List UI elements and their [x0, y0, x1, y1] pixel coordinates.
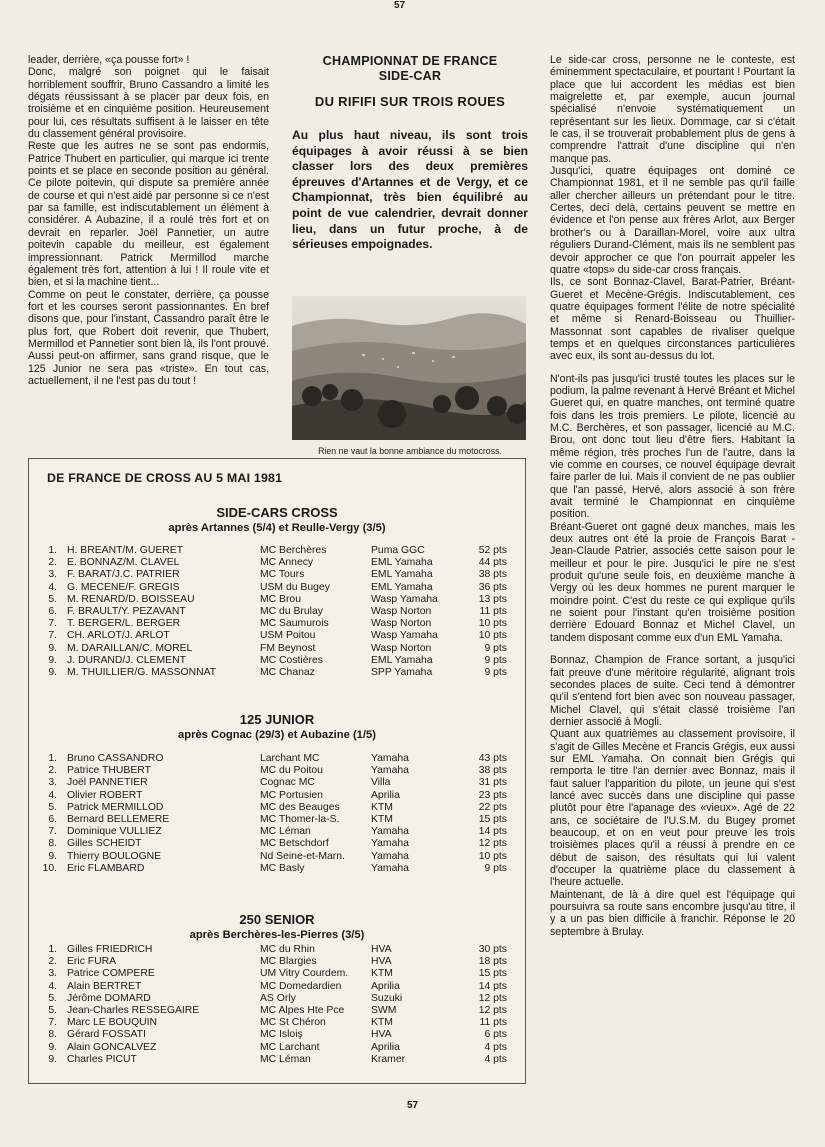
section-header-sidecar	[29, 505, 525, 535]
position-cell: 1.	[48, 753, 57, 764]
rider-name-cell: G. MECENE/F. GREGIS	[67, 581, 180, 593]
table-row	[29, 777, 525, 789]
machine-cell: HVA	[371, 956, 392, 968]
machine-cell: HVA	[371, 1029, 392, 1041]
table-row	[29, 655, 525, 667]
points-cell: 18 pts	[478, 956, 507, 968]
rider-name-cell: H. BREANT/M. GUERET	[67, 545, 184, 556]
club-cell: MC Léman	[260, 826, 311, 838]
club-cell: MC Léman	[260, 1053, 311, 1065]
points-cell: 10 pts	[478, 618, 507, 630]
points-cell: 14 pts	[478, 980, 507, 992]
machine-cell: KTM	[371, 813, 393, 825]
machine-cell: Wasp Yamaha	[371, 630, 438, 642]
top-page-number: 57	[394, 0, 406, 11]
position-cell: 8.	[48, 1029, 57, 1041]
points-cell: 9 pts	[484, 654, 507, 666]
club-cell: MC Brou	[260, 593, 301, 605]
machine-cell: Aprilia	[371, 1041, 400, 1053]
table-row	[29, 643, 525, 655]
position-cell: 2.	[48, 956, 57, 968]
position-cell: 9.	[48, 1053, 57, 1065]
position-cell: 7.	[48, 826, 57, 838]
left-paragraph: Reste que les autres ne se sont pas endormis, Patrice Thubert en particulier, qui marque ici trente points et se place en seconde position au général. Ce pilote poitevin, qui dispute sa première année de course et qui n'est aidé par personne si ce n'est par sa famille, est indiscutablement un élément à considérer. A Aubazine, il a roulé très fort et on devrait en reparler. Joël Pannetier, un autre poitevin capable du meilleur, est également impressionnant. Patrick Mermillod marche également très fort, attention à lui ! Il roule vite et bien, et si la machine tient...	[28, 140, 269, 289]
machine-cell: Puma GGC	[371, 545, 425, 556]
rider-name-cell: Eric FURA	[67, 956, 117, 968]
club-cell: AS Orly	[260, 992, 296, 1004]
machine-cell: Yamaha	[371, 826, 409, 838]
machine-cell: EML Yamaha	[371, 654, 433, 666]
table-row	[29, 802, 525, 814]
rider-name-cell: J. DURAND/J. CLEMENT	[67, 654, 186, 666]
article-lead: Au plus haut niveau, ils sont trois équipages à avoir réussi à se bien classer lors des deux premières épreuves d'Artannes et de Vergy, et ce Championnat, très bien équilibré au point de vue calendrier, devrait donner lieu, dans un futur proche, à de sérieuses empoignades.	[292, 128, 528, 252]
section-subtitle: après Berchères-les-Pierres (3/5)	[189, 929, 365, 941]
left-paragraph: leader, derrière, «ça pousse fort» !	[28, 54, 190, 66]
club-cell: MC du Rhin	[260, 944, 315, 955]
rider-name-cell: E. BONNAZ/M. CLAVEL	[67, 557, 180, 569]
club-cell: MC Portusien	[260, 789, 323, 801]
club-cell: MC des Beauges	[260, 801, 340, 813]
standings-box	[28, 458, 526, 1084]
machine-cell: Yamaha	[371, 765, 409, 777]
table-row	[29, 863, 525, 875]
club-cell: USM du Bugey	[260, 581, 330, 593]
rider-name-cell: Joël PANNETIER	[67, 777, 148, 789]
section-title: 250 SENIOR	[239, 912, 315, 927]
rider-name-cell: Thierry BOULOGNE	[67, 850, 162, 862]
machine-cell: Wasp Yamaha	[371, 593, 438, 605]
rider-name-cell: Alain BERTRET	[67, 980, 142, 992]
machine-cell: Wasp Norton	[371, 605, 432, 617]
machine-cell: Aprilia	[371, 980, 400, 992]
standings-title: DE FRANCE DE CROSS AU 5 MAI 1981	[47, 471, 283, 485]
club-cell: Larchant MC	[260, 753, 320, 764]
club-cell: MC Blargies	[260, 956, 317, 968]
club-cell: FM Beynost	[260, 642, 316, 654]
club-cell: Nd Seine-et-Marn.	[260, 850, 345, 862]
club-cell: MC Larchant	[260, 1041, 320, 1053]
points-cell: 31 pts	[478, 777, 507, 789]
right-paragraph: Maintenant, de là à dire quel est l'équipage qui poursuivra sa route sans encombre jusqu'au titre, il y a un pas bien difficile à franchir. Réponse le 20 septembre à Brulay.	[550, 888, 795, 938]
position-cell: 9.	[48, 850, 57, 862]
machine-cell: Yamaha	[371, 753, 409, 764]
club-cell: MC Chanaz	[260, 666, 315, 678]
right-paragraph: Jusqu'ici, quatre équipages ont dominé ce Championnat 1981, et il ne semble pas qu'il faille aller chercher ailleurs un prétendant pour le titre. Certes, deci delà, certains peuvent se mettre en évidence et l'on pense aux frères Arlot, aux Berger brother's ou à Daraillan-Morel, voire aux ultra réguliers Durand-Clément, mais ils ne semblent pas devoir approcher ce que l'on pourrait appeler les quatre «tops» du side-car cross français.	[550, 165, 795, 276]
paragraph-gap	[550, 644, 795, 654]
position-cell: 9.	[48, 1041, 57, 1053]
rider-name-cell: Bruno CASSANDRO	[67, 753, 164, 764]
standings-table-250	[29, 944, 525, 1066]
left-paragraph: Donc, malgré son poignet qui le faisait horriblement souffrir, Bruno Cassandro a limité les dégats réussissant à se placer par deux fois, en troisième et en cinquième position. Heureusement pour lui, ces résultats suffisent à le laisser en tête du classement général provisoire.	[28, 66, 269, 141]
rider-name-cell: Charles PICUT	[67, 1053, 137, 1065]
points-cell: 52 pts	[478, 545, 507, 556]
position-cell: 3.	[48, 569, 57, 581]
page-number: 57	[406, 1100, 419, 1111]
position-cell: 5.	[48, 992, 57, 1004]
section-header-250	[29, 912, 525, 942]
machine-cell: Yamaha	[371, 862, 409, 874]
rider-name-cell: Gilles FRIEDRICH	[67, 944, 153, 955]
position-cell: 4.	[48, 980, 57, 992]
standings-table-sidecar	[29, 545, 525, 679]
position-cell: 5.	[48, 593, 57, 605]
points-cell: 4 pts	[484, 1041, 507, 1053]
table-row	[29, 851, 525, 863]
position-cell: 5.	[48, 801, 57, 813]
photo-caption: Rien ne vaut la bonne ambiance du motocross.	[318, 446, 502, 456]
section-subtitle: après Artannes (5/4) et Reulle-Vergy (3/5)	[168, 522, 386, 534]
table-row	[29, 667, 525, 679]
position-cell: 6.	[48, 605, 57, 617]
table-row	[29, 594, 525, 606]
table-row	[29, 956, 525, 968]
points-cell: 11 pts	[479, 605, 507, 617]
machine-cell: EML Yamaha	[371, 581, 433, 593]
club-cell: MC Tours	[260, 569, 305, 581]
section-title: 125 JUNIOR	[239, 712, 315, 727]
table-row	[29, 618, 525, 630]
article-title-line1: CHAMPIONNAT DE FRANCE	[322, 54, 498, 68]
right-paragraph: Bonnaz, Champion de France sortant, a jusqu'ici fait preuve d'une méritoire régularité, alignant trois secondes places de suite. Ceci tend à démontrer qu'il s'entend fort bien avec son nouveau passager, Michel Clavel, qui s'était classé troisième l'an dernier associé à Mogli.	[550, 654, 795, 728]
table-row	[29, 814, 525, 826]
rider-name-cell: Dominique VULLIEZ	[67, 826, 162, 838]
landscape-photo-icon	[292, 296, 526, 440]
section-header-125	[29, 712, 525, 742]
position-cell: 7.	[48, 618, 57, 630]
points-cell: 9 pts	[484, 666, 507, 678]
rider-name-cell: T. BERGER/L. BERGER	[67, 618, 181, 630]
rider-name-cell: M. DARAILLAN/C. MOREL	[67, 642, 193, 654]
club-cell: Cognac MC	[260, 777, 315, 789]
club-cell: MC Berchères	[260, 545, 327, 556]
table-row	[29, 1042, 525, 1054]
club-cell: MC Costières	[260, 654, 323, 666]
points-cell: 36 pts	[478, 581, 507, 593]
machine-cell: EML Yamaha	[371, 569, 433, 581]
machine-cell: Aprilia	[371, 789, 400, 801]
points-cell: 14 pts	[478, 826, 507, 838]
machine-cell: SWM	[371, 1004, 397, 1016]
right-paragraph: Quant aux quatrièmes au classement provisoire, il s'agit de Gilles Mecène et Francis Grégis, eux aussi sur EML Yamaha. On connait bien Grégis qui remporta le titre l'an dernier avec Bonnaz, mais il faut saluer l'apparition du pilote, un jeune qui s'est lancé avec succès dans une discipline qui passe plutôt pour être l'apanage des «vieux». Agé de 22 ans, ce sociétaire de l'U.S.M. du Bugey promet beaucoup, et on en veut pour preuve les trois troisièmes places qu'il a réussi à prendre en ce début de saison, des résultats qui lui valent d'occuper la quatrième place du classement à l'heure actuelle.	[550, 728, 795, 889]
points-cell: 15 pts	[478, 968, 507, 980]
position-cell: 7.	[48, 1017, 57, 1029]
position-cell: 2.	[48, 557, 57, 569]
club-cell: MC Alpes Hte Pce	[260, 1004, 345, 1016]
position-cell: 7.	[48, 630, 57, 642]
rider-name-cell: F. BARAT/J.C. PATRIER	[67, 569, 180, 581]
club-cell: UM Vitry Courdem.	[260, 968, 349, 980]
table-row	[29, 557, 525, 569]
right-paragraph: Ils, ce sont Bonnaz-Clavel, Barat-Patrier, Bréant-Gueret et Mecène-Grégis. Indiscutablement, ces quatre équipages forment l'élite de notre spécialité et même si Renard-Boisseau ou Thuillier-Massonnat sont capables de rivaliser quelque temps et en quelques circonstances particulières avec eux, ils sont au-dessus du lot.	[550, 276, 795, 363]
table-row	[29, 838, 525, 850]
rider-name-cell: Patrice THUBERT	[67, 765, 151, 777]
left-column-text	[28, 54, 269, 387]
table-row	[29, 753, 525, 765]
table-row	[29, 944, 525, 956]
standings-table-125	[29, 753, 525, 875]
club-cell: MC Basly	[260, 862, 305, 874]
position-cell: 9.	[48, 654, 57, 666]
club-cell: MC du Brulay	[260, 605, 323, 617]
position-cell: 6.	[48, 813, 57, 825]
rider-name-cell: Jean-Charles RESSEGAIRE	[67, 1004, 200, 1016]
paragraph-gap	[550, 363, 795, 373]
position-cell: 3.	[48, 777, 57, 789]
rider-name-cell: M. RENARD/D. BOISSEAU	[67, 593, 195, 605]
machine-cell: Villa	[371, 777, 391, 789]
machine-cell: Kramer	[371, 1053, 406, 1065]
right-paragraph: Le side-car cross, personne ne le conteste, est éminemment spectaculaire, et pourtant ! Pourtant la place que lui accordent les médias est bien maigrelette et, par exemple, aucun journal spécialisé n'envoie systématiquement un représentant sur les lieux. Dommage, car si c'était le cas, il se trouverait probablement plus de gens à comprendre l'attrait d'une discipline qui n'en manque pas.	[550, 54, 795, 165]
machine-cell: Yamaha	[371, 850, 409, 862]
machine-cell: HVA	[371, 944, 392, 955]
points-cell: 38 pts	[478, 569, 507, 581]
position-cell: 1.	[48, 944, 57, 955]
club-cell: MC du Poitou	[260, 765, 323, 777]
table-row	[29, 790, 525, 802]
machine-cell: EML Yamaha	[371, 557, 433, 569]
points-cell: 10 pts	[478, 630, 507, 642]
rider-name-cell: Alain GONCALVEZ	[67, 1041, 157, 1053]
article-header	[290, 54, 530, 110]
table-row	[29, 1029, 525, 1041]
position-cell: 5.	[48, 1004, 57, 1016]
table-row	[29, 569, 525, 581]
table-row	[29, 630, 525, 642]
rider-name-cell: Jérôme DOMARD	[67, 992, 151, 1004]
table-row	[29, 968, 525, 980]
rider-name-cell: Gilles SCHEIDT	[67, 838, 142, 850]
points-cell: 9 pts	[484, 862, 507, 874]
points-cell: 13 pts	[478, 593, 507, 605]
rider-name-cell: Olivier ROBERT	[67, 789, 143, 801]
position-cell: 3.	[48, 968, 57, 980]
points-cell: 12 pts	[478, 992, 507, 1004]
rider-name-cell: Patrick MERMILLOD	[67, 801, 164, 813]
position-cell: 2.	[48, 765, 57, 777]
position-cell: 9.	[48, 642, 57, 654]
points-cell: 10 pts	[478, 850, 507, 862]
table-row	[29, 826, 525, 838]
table-row	[29, 765, 525, 777]
club-cell: MC Saumurois	[260, 618, 329, 630]
table-row	[29, 993, 525, 1005]
club-cell: MC St Chéron	[260, 1017, 326, 1029]
rider-name-cell: Marc LE BOUQUIN	[67, 1017, 158, 1029]
club-cell: MC Isloiş	[260, 1029, 303, 1041]
table-row	[29, 981, 525, 993]
rider-name-cell: F. BRAULT/Y. PEZAVANT	[67, 605, 186, 617]
club-cell: MC Betschdorf	[260, 838, 329, 850]
article-title-line2: SIDE-CAR	[378, 69, 442, 83]
motocross-photo	[292, 296, 526, 440]
right-paragraph: N'ont-ils pas jusqu'ici trusté toutes les places sur le podium, la palme revenant à Hervé Bréant et Michel Gueret qui, en quatre manches, ont terminé quatre fois dans les trois premiers. Le pilote, licencié au M.C. Berchères, et son passager, licencié au M.C. Brou, ont donc tout lieu d'être fiers. Habitant la même région, très proches l'un de l'autre, dans la vie comme en courses, ce nouvel équipage devrait faire parler de lui. Mais il convient de ne pas oublier que l'an passé, Hervé, alors associé à son frère avait terminé le Championnat en cinquième position.	[550, 372, 795, 521]
points-cell: 38 pts	[478, 765, 507, 777]
position-cell: 4.	[48, 789, 57, 801]
right-column-text	[550, 54, 795, 938]
rider-name-cell: CH. ARLOT/J. ARLOT	[67, 630, 170, 642]
machine-cell: KTM	[371, 968, 393, 980]
table-row	[29, 1017, 525, 1029]
section-subtitle: après Cognac (29/3) et Aubazine (1/5)	[178, 729, 376, 741]
table-row	[29, 1005, 525, 1017]
points-cell: 15 pts	[478, 813, 507, 825]
points-cell: 44 pts	[478, 557, 507, 569]
table-row	[29, 606, 525, 618]
right-paragraph: Bréant-Gueret ont gagné deux manches, mais les deux autres ont été la proie de François Barat - Jean-Claude Patrier, associés cette saison pour le meilleur et pour le pire. Jusqu'ici le pire ne s'est produit qu'une seule fois, en deuxième manche à Vergy où les deux hommes ne purent marquer le moindre point. C'est du reste ce qui explique qu'ils ne soient pour l'instant qu'en troisième position derrière Edouard Bonnaz et Michel Clavel, un tandem disposant comme eux d'un EML Yamaha.	[550, 520, 795, 644]
machine-cell: KTM	[371, 1017, 393, 1029]
article-subtitle: DU RIFIFI SUR TROIS ROUES	[314, 94, 506, 109]
machine-cell: Yamaha	[371, 838, 409, 850]
machine-cell: Wasp Norton	[371, 618, 432, 630]
points-cell: 6 pts	[484, 1029, 507, 1041]
machine-cell: Suzuki	[371, 992, 403, 1004]
machine-cell: Wasp Norton	[371, 642, 432, 654]
position-cell: 9.	[48, 666, 57, 678]
table-row	[29, 545, 525, 557]
points-cell: 4 pts	[484, 1053, 507, 1065]
club-cell: USM Poitou	[260, 630, 316, 642]
rider-name-cell: Bernard BELLEMERE	[67, 813, 170, 825]
table-row	[29, 1054, 525, 1066]
points-cell: 12 pts	[478, 838, 507, 850]
points-cell: 22 pts	[478, 801, 507, 813]
points-cell: 9 pts	[484, 642, 507, 654]
rider-name-cell: M. THUILLIER/G. MASSONNAT	[67, 666, 217, 678]
club-cell: MC Annecy	[260, 557, 314, 569]
points-cell: 43 pts	[478, 753, 507, 764]
rider-name-cell: Patrice COMPERE	[67, 968, 155, 980]
position-cell: 8.	[48, 838, 57, 850]
club-cell: MC Domedardien	[260, 980, 342, 992]
position-cell: 10.	[42, 862, 57, 874]
section-title: SIDE-CARS CROSS	[216, 505, 338, 520]
position-cell: 1.	[48, 545, 57, 556]
points-cell: 11 pts	[479, 1017, 507, 1029]
machine-cell: SPP Yamaha	[371, 666, 433, 678]
points-cell: 12 pts	[478, 1004, 507, 1016]
position-cell: 4.	[48, 581, 57, 593]
points-cell: 30 pts	[478, 944, 507, 955]
points-cell: 23 pts	[478, 789, 507, 801]
table-row	[29, 582, 525, 594]
machine-cell: KTM	[371, 801, 393, 813]
club-cell: MC Thomer-la-S.	[260, 813, 340, 825]
rider-name-cell: Eric FLAMBARD	[67, 862, 145, 874]
rider-name-cell: Gérard FOSSATI	[67, 1029, 146, 1041]
left-paragraph: Comme on peut le constater, derrière, ça pousse fort et les courses seront passionnantes. En bref disons que, pour l'instant, Cassandro paraît être le plus fort, que Robert doit revenir, que Thubert, Mermillod et Pannetier sont bien là, ils l'ont prouvé. Aussi peut-on affirmer, sans grand risque, que le 125 Junior ne sera pas «triste». En tout cas, actuellement, il ne l'est pas du tout !	[28, 288, 269, 387]
